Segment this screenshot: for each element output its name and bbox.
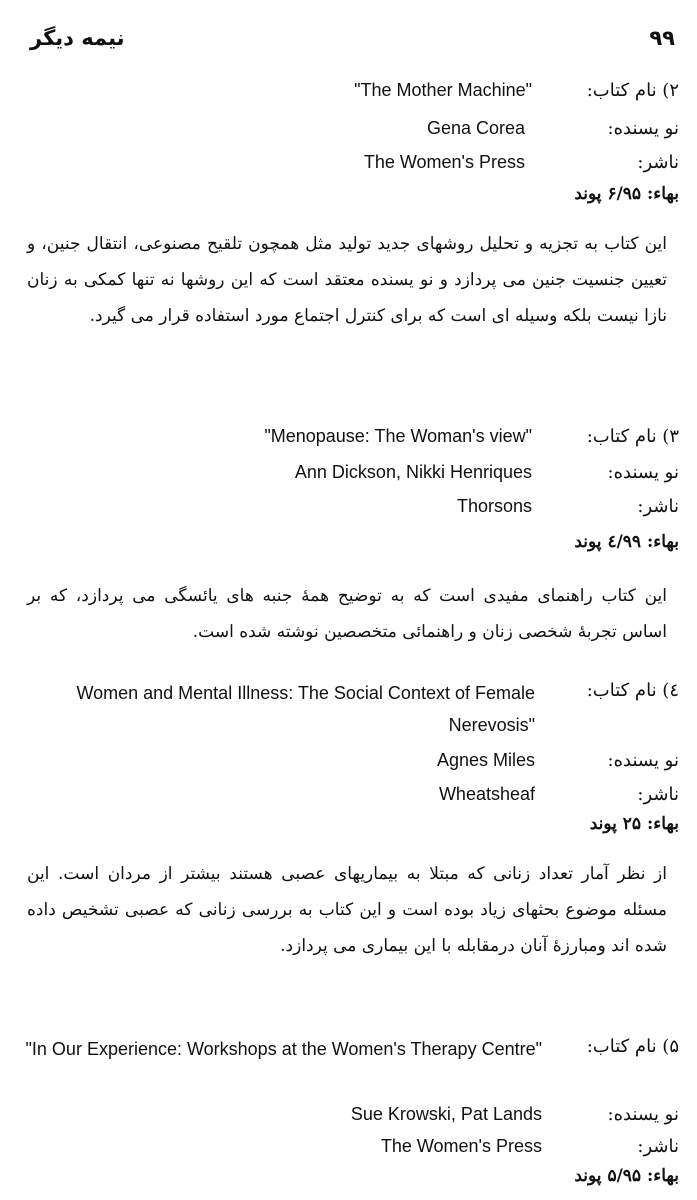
page-number: ۹۹ — [649, 26, 675, 50]
running-header-title: نیمه دیگر — [30, 26, 125, 50]
book-author: Gena Corea — [426, 118, 525, 138]
publisher-label: ناشر: — [637, 496, 679, 517]
book-description: از نظر آمار تعداد زنانی که مبتلا به بیماریهای عصبی هستند بیشتر از مردان است. این مسئله موضوع بحثهای زیاد بوده است و این کتاب به بررسی زنانی که عصبی تشخیص داده شده اند ومبارزهٔ آنان درمقابله با این بیماری می پردازد. — [27, 864, 667, 956]
publisher-label: ناشر: — [637, 1136, 679, 1157]
publisher-label: ناشر: — [637, 152, 679, 173]
book-publisher: The Women's Press — [380, 1136, 542, 1156]
book-title: "The Mother Machine" — [354, 80, 532, 100]
book-label: ۳) نام کتاب: — [586, 426, 679, 447]
book-publisher: Wheatsheaf — [438, 784, 535, 804]
publisher-label: ناشر: — [637, 784, 679, 805]
book-publisher: The Women's Press — [363, 152, 525, 172]
book-label: ٤) نام کتاب: — [586, 680, 679, 701]
book-price: بهاء: ۲۵ پوند — [589, 814, 679, 834]
author-label: نو یسنده: — [607, 1104, 679, 1125]
author-label: نو یسنده: — [607, 118, 679, 139]
book-author: Agnes Miles — [436, 750, 535, 770]
book-label: ۵) نام کتاب: — [586, 1036, 679, 1057]
book-title: Women and Mental Illness: The Social Context of Female Nerevosis" — [76, 683, 535, 735]
author-label: نو یسنده: — [607, 462, 679, 483]
book-publisher: Thorsons — [456, 496, 532, 516]
book-price: بهاء: ۶/۹۵ پوند — [574, 184, 679, 204]
book-title: "Menopause: The Woman's view" — [264, 426, 532, 446]
book-label: ۲) نام کتاب: — [586, 80, 679, 101]
book-price: بهاء: ۵/۹۵ پوند — [574, 1166, 679, 1186]
author-label: نو یسنده: — [607, 750, 679, 771]
book-description: این کتاب به تجزیه و تحلیل روشهای جدید تولید مثل همچون تلقیح مصنوعی، انتقال جنین، و تعیین جنسیت جنین می پردازد و نو یسنده معتقد است که این روشها نه تنها کمکی به زنان نازا نیست بلکه وسیله ای است که برای کنترل اجتماع مورد استفاده قرار می گیرد. — [27, 234, 667, 326]
book-price: بهاء: ٤/۹۹ پوند — [574, 532, 679, 552]
book-author: Sue Krowski, Pat Lands — [350, 1104, 542, 1124]
book-author: Ann Dickson, Nikki Henriques — [294, 462, 532, 482]
book-description: این کتاب راهنمای مفیدی است که به توضیح همهٔ جنبه های یائسگی می پردازد، که بر اساس تجربهٔ شخصی زنان و راهنمائی متخصصین نوشته شده است. — [27, 586, 667, 642]
book-title: "In Our Experience: Workshops at the Women's Therapy Centre" — [25, 1039, 542, 1059]
